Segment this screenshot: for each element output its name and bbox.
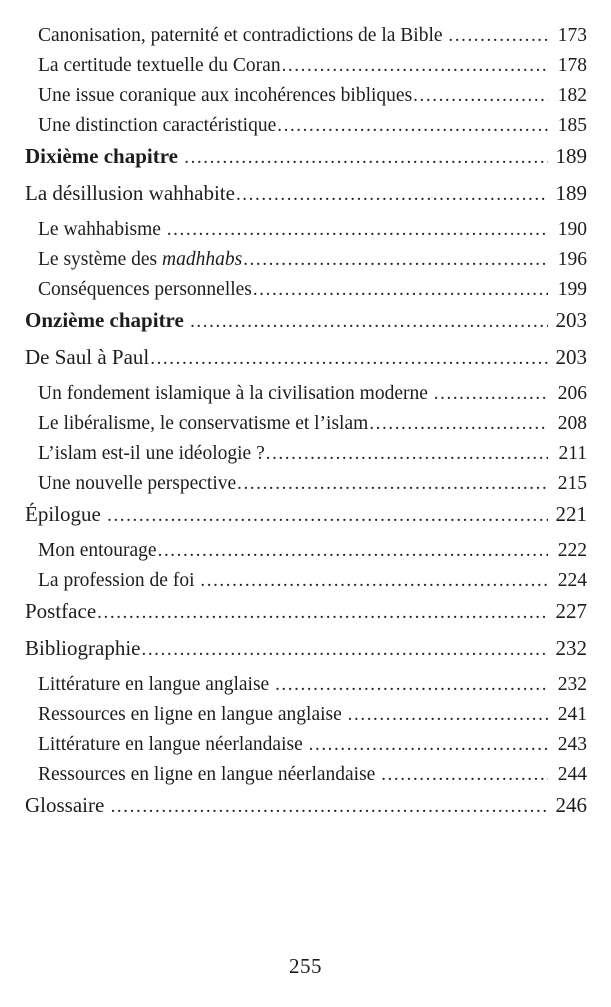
toc-entry-page: 232 <box>555 636 587 660</box>
toc-entry-page: 232 <box>557 674 587 695</box>
dot-leader <box>413 85 548 106</box>
dot-leader <box>282 55 548 76</box>
dot-leader <box>448 25 548 46</box>
toc-entry <box>25 85 587 106</box>
toc-entry <box>25 346 587 370</box>
dot-leader <box>184 145 548 169</box>
toc-entry <box>25 25 587 46</box>
toc-entry-page: 215 <box>557 473 587 494</box>
dot-leader <box>275 674 548 695</box>
dot-leader <box>97 600 548 624</box>
toc-entry-label: La certitude textuelle du Coran <box>38 55 281 76</box>
toc-entry <box>25 503 587 527</box>
toc-entry <box>25 540 587 561</box>
toc-entry <box>25 383 587 404</box>
toc-entry-page: 208 <box>557 413 587 434</box>
dot-leader <box>434 383 548 404</box>
toc-entry-page: 227 <box>555 599 587 623</box>
toc-entry-label: Littérature en langue anglaise <box>38 674 275 695</box>
toc-entry-page: 222 <box>557 540 587 561</box>
toc-entry <box>25 637 587 661</box>
toc-entry <box>25 734 587 755</box>
toc-entry-page: 246 <box>555 793 587 817</box>
toc-entry <box>25 145 587 169</box>
toc-entry-label: Mon entourage <box>38 540 157 561</box>
dot-leader <box>107 503 548 527</box>
toc-entry-label: Le wahhabisme <box>38 219 166 240</box>
toc-entry-label: Onzième chapitre <box>25 308 190 332</box>
dot-leader <box>158 540 548 561</box>
toc-entry-label: Le libéralisme, le conservatisme et l’islam <box>38 413 369 434</box>
dot-leader <box>253 279 548 300</box>
toc-entry-label: Littérature en langue néerlandaise <box>38 734 308 755</box>
toc-entry <box>25 794 587 818</box>
toc-entry <box>25 704 587 725</box>
toc-entry-page: 185 <box>557 115 587 136</box>
toc-entry-page: 243 <box>557 734 587 755</box>
toc-entry-page: 206 <box>557 383 587 404</box>
toc-entry <box>25 674 587 695</box>
toc-entry-page: 189 <box>555 181 587 205</box>
dot-leader <box>381 764 548 785</box>
toc-entry-label: Une distinction caractéristique <box>38 115 277 136</box>
toc-entry-label: Épilogue <box>25 502 107 526</box>
toc-entry-label: Conséquences personnelles <box>38 279 252 300</box>
toc-entry-label: Ressources en ligne en langue anglaise <box>38 704 347 725</box>
toc-entry-label: Ressources en ligne en langue néerlandaise <box>38 764 381 785</box>
toc-entry-page: 190 <box>557 219 587 240</box>
dot-leader <box>141 637 548 661</box>
dot-leader <box>309 734 548 755</box>
toc-entry <box>25 309 587 333</box>
toc-entry <box>25 443 587 464</box>
toc-entry-label: De Saul à Paul <box>25 345 150 369</box>
toc-entry <box>25 764 587 785</box>
dot-leader <box>348 704 548 725</box>
toc-entry-label-italic: madhhabs <box>162 249 243 270</box>
dot-leader <box>150 346 548 370</box>
dot-leader <box>237 473 548 494</box>
dot-leader <box>243 249 548 270</box>
toc-entry-label: Une nouvelle perspective <box>38 473 237 494</box>
toc-entry <box>25 473 587 494</box>
toc-entry-page: 182 <box>557 85 587 106</box>
toc-entry <box>25 115 587 136</box>
toc-entry-page: 199 <box>557 279 587 300</box>
toc-entry-page: 173 <box>557 25 587 46</box>
toc-entry-label: Un fondement islamique à la civilisation moderne <box>38 383 433 404</box>
toc-entry-label: Canonisation, paternité et contradictions de la Bible <box>38 25 448 46</box>
toc-entry-page: 221 <box>555 502 587 526</box>
dot-leader <box>190 309 548 333</box>
toc-entry-label: Le système des madhhabs <box>38 249 243 270</box>
dot-leader <box>369 413 548 434</box>
toc-entry-label: Une issue coranique aux incohérences bibliques <box>38 85 413 106</box>
dot-leader <box>236 182 548 206</box>
page-number: 255 <box>289 954 322 978</box>
toc-entry-page: 211 <box>558 443 587 464</box>
toc-entry-label: L’islam est-il une idéologie ? <box>38 443 265 464</box>
toc-entry <box>25 413 587 434</box>
toc-entry <box>25 55 587 76</box>
toc-entry-page: 203 <box>555 308 587 332</box>
dot-leader <box>266 443 548 464</box>
dot-leader <box>277 115 548 136</box>
toc-entry <box>25 279 587 300</box>
toc-entry-label: Postface <box>25 599 97 623</box>
toc-entry-page: 178 <box>557 55 587 76</box>
dot-leader <box>111 794 548 818</box>
toc-entry-page: 196 <box>557 249 587 270</box>
toc-entry <box>25 249 587 270</box>
toc-entry-page: 189 <box>555 144 587 168</box>
toc-entry-page: 244 <box>557 764 587 785</box>
toc-entry-page: 224 <box>557 570 587 591</box>
toc-entry-label: Dixième chapitre <box>25 144 184 168</box>
toc-entry-label: La désillusion wahhabite <box>25 181 235 205</box>
toc-entry-label: Glossaire <box>25 793 110 817</box>
toc-entry <box>25 219 587 240</box>
toc-entry-page: 203 <box>555 345 587 369</box>
toc-entry-page: 241 <box>557 704 587 725</box>
toc-entry <box>25 600 587 624</box>
dot-leader <box>167 219 548 240</box>
toc-entry-label: Bibliographie <box>25 636 141 660</box>
toc-list <box>25 25 587 831</box>
dot-leader <box>200 570 548 591</box>
toc-entry-label: La profession de foi <box>38 570 200 591</box>
toc-entry <box>25 182 587 206</box>
toc-entry <box>25 570 587 591</box>
